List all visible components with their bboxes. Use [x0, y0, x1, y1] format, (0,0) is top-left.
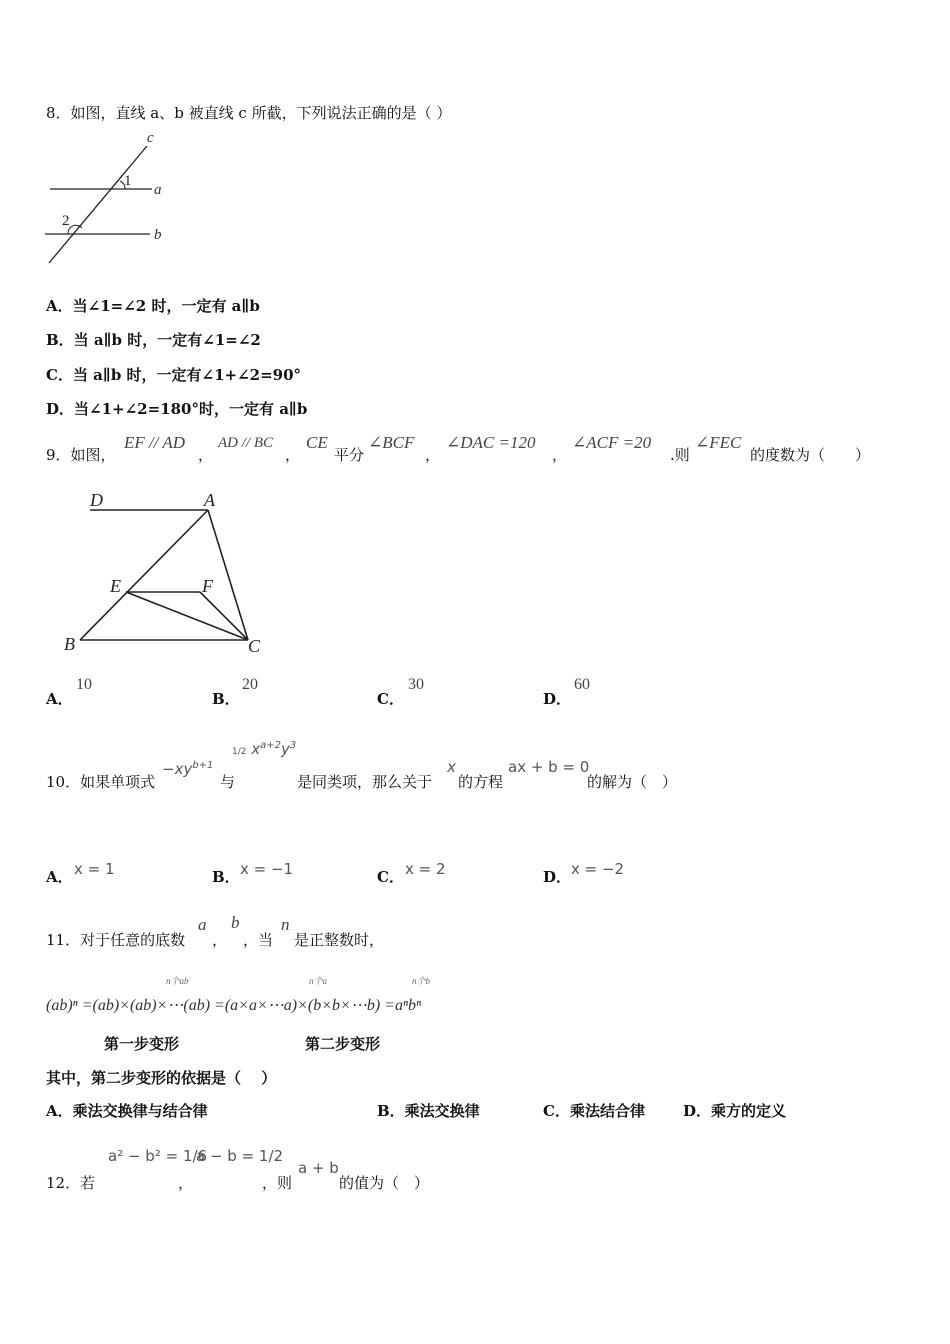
q12-text-3: 的值为（ ） [339, 1174, 430, 1192]
q10-option-d-label: D． [543, 868, 572, 886]
q11-num: 11．对于任意的底数 [46, 931, 186, 949]
q9-option-c-label: C． [377, 690, 404, 708]
q9-text-6: .则 [670, 446, 690, 464]
q11-annotation-2: n个a [309, 976, 328, 986]
q11-annotation-1: n个ab [166, 976, 189, 986]
q12-num: 12．若 [46, 1174, 96, 1192]
q11-step-1: 第一步变形 [104, 1035, 180, 1053]
label-b: b [154, 227, 162, 243]
q9-option-b-label: B． [212, 690, 240, 708]
seg-AB [80, 510, 208, 640]
q12-sep-1: ， [178, 1174, 194, 1192]
q9-sep-1: ， [198, 446, 214, 464]
q9-figure [58, 484, 278, 660]
q10-text-4: 的解为（ ） [587, 773, 678, 791]
label-a: a [154, 182, 162, 198]
q11-option-a: A．乘法交换律与结合律 [46, 1102, 208, 1120]
q10-option-a-value: x = 1 [74, 860, 115, 878]
q11-math-3: n [281, 915, 290, 934]
q12-math-3: a + b [298, 1159, 339, 1177]
q10-text-1: 与 [220, 773, 236, 791]
q9-math-3: CE [306, 433, 328, 452]
q10-option-b-value: x = −1 [240, 860, 294, 878]
q10-math-1: $-xy^{b+1}$ [162, 760, 214, 778]
q11-text-2: ，当 [243, 931, 274, 949]
q9-option-a-value: 10 [76, 676, 92, 693]
q9-math-1: EF // AD [124, 433, 186, 452]
q9-math-6: ∠ACF =20 [572, 433, 652, 452]
q9-math-2: AD // BC [218, 435, 273, 451]
label-c: c [147, 130, 154, 146]
q10-option-a-label: A． [46, 868, 73, 886]
line-c [49, 146, 147, 263]
q8-stem: 8．如图，直线 a、b 被直线 c 所截，下列说法正确的是（ ） [46, 104, 452, 122]
q9-option-b-value: 20 [242, 676, 258, 693]
seg-EC [126, 592, 248, 640]
label-A: A [204, 490, 215, 510]
q9-sep-5: ， [552, 446, 568, 464]
q11-question: 其中，第二步变形的依据是（ ） [46, 1069, 277, 1087]
q9-math-7: ∠FEC [695, 433, 742, 452]
q11-formula: (ab)ⁿ =(ab)×(ab)×⋯(ab) =(a×a×⋯a)×(b×b×⋯b) =aⁿbⁿ [46, 997, 422, 1014]
q12-text-2: ，则 [262, 1174, 293, 1192]
q12-math-1: a² − b² = 1/6 [108, 1147, 208, 1165]
q10-num: 10．如果单项式 [46, 773, 156, 791]
q9-text-3: 平分 [334, 446, 365, 464]
q11-option-c: C．乘法结合律 [543, 1102, 645, 1120]
q11-text-3: 是正整数时， [294, 931, 385, 949]
q10-text-2: 是同类项，那么关于 [297, 773, 433, 791]
q11-step-2: 第二步变形 [305, 1035, 381, 1053]
q11-annotation-3: n个b [412, 976, 431, 986]
q9-sep-4: ， [425, 446, 441, 464]
q9-text-7: 的度数为（ ） [750, 446, 871, 464]
q8-option-b: B．当 a∥b 时，一定有∠1=∠2 [46, 331, 261, 349]
q8-option-c: C．当 a∥b 时，一定有∠1+∠2=90° [46, 366, 302, 384]
q9-option-c-value: 30 [408, 676, 424, 693]
label-D: D [90, 490, 103, 510]
label-C: C [248, 636, 261, 656]
q10-text-3: 的方程 [458, 773, 504, 791]
q12-math-2: a − b = 1/2 [196, 1147, 284, 1165]
label-1: 1 [124, 173, 132, 189]
q10-math-4: ax + b = 0 [508, 758, 590, 776]
label-F: F [202, 576, 213, 596]
q10-math-3: x [447, 758, 456, 776]
q10-option-b-label: B． [212, 868, 240, 886]
q9-option-d-label: D． [543, 690, 572, 708]
q9-math-4: ∠BCF [368, 433, 415, 452]
q8-option-d: D．当∠1+∠2=180°时，一定有 a∥b [46, 400, 308, 418]
q9-math-5: ∠DAC =120 [446, 433, 536, 452]
q10-option-c-label: C． [377, 868, 404, 886]
label-E: E [110, 576, 121, 596]
q9-option-a-label: A． [46, 690, 73, 708]
q10-math-2: 1/2 $x^{a+2}y^3$ [232, 740, 297, 758]
label-B: B [64, 634, 75, 654]
q10-option-d-value: x = −2 [571, 860, 625, 878]
q11-option-b: B．乘法交换律 [377, 1102, 480, 1120]
q11-sep-1: ， [212, 931, 228, 949]
q11-math-1: a [198, 915, 207, 934]
label-2: 2 [62, 213, 70, 229]
q8-figure [40, 128, 180, 268]
q8-option-a: A．当∠1=∠2 时，一定有 a∥b [46, 297, 260, 315]
q9-sep-2: ， [285, 446, 301, 464]
q9-num: 9．如图， [46, 446, 116, 464]
q11-math-2: b [231, 913, 240, 932]
q10-option-c-value: x = 2 [405, 860, 446, 878]
q11-option-d: D．乘方的定义 [683, 1102, 787, 1120]
q9-option-d-value: 60 [574, 676, 590, 693]
